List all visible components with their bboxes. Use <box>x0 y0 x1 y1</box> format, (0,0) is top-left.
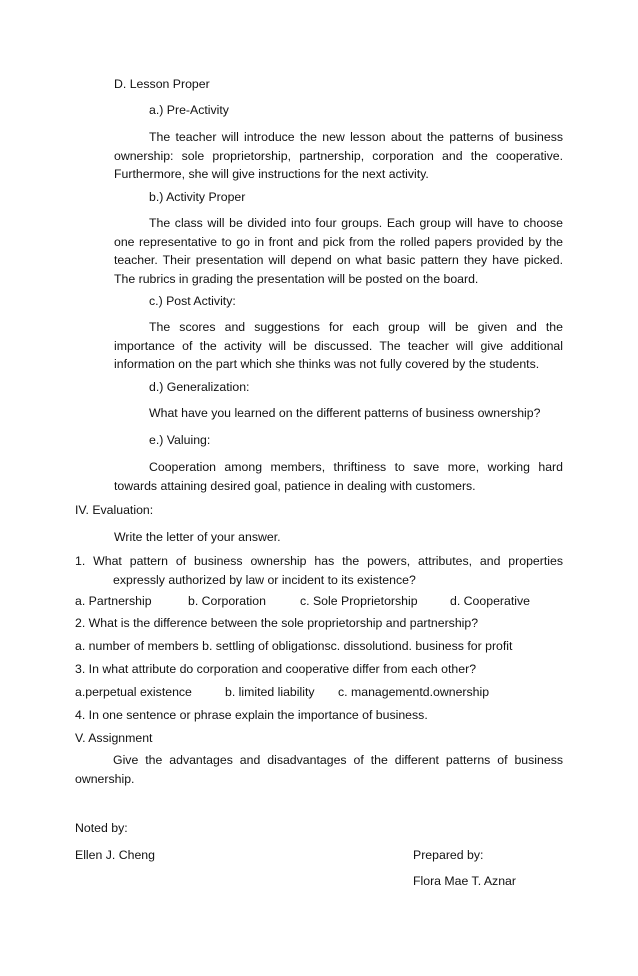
section-heading-evaluation: IV. Evaluation: <box>75 503 154 517</box>
q1-option-b: b. Corporation <box>188 594 266 608</box>
evaluation-instruction: Write the letter of your answer. <box>114 530 281 544</box>
q1-option-c: c. Sole Proprietorship <box>300 594 418 608</box>
section-heading-assignment: V. Assignment <box>75 731 153 745</box>
post-activity-label: c.) Post Activity: <box>149 294 236 308</box>
q3-option-b: b. limited liability <box>225 685 315 699</box>
generalization-label: d.) Generalization: <box>149 380 250 394</box>
activity-proper-text: The class will be divided into four groups. Each group will have to choose one representative to go in front and pick from the rolled papers provided by the teacher. Their presentation will depend on what basic pattern they have picked. The rubrics in grading the presentation will be posted on the board. <box>114 216 563 286</box>
noted-by-name: Ellen J. Cheng <box>75 848 155 862</box>
question-2: 2. What is the difference between the sole proprietorship and partnership? <box>75 616 479 630</box>
valuing-label: e.) Valuing: <box>149 433 211 447</box>
q2-options: a. number of members b. settling of obligationsc. dissolutiond. business for profit <box>75 639 513 653</box>
q3-option-cd: c. managementd.ownership <box>338 685 490 699</box>
generalization-text: What have you learned on the different patterns of business ownership? <box>149 406 541 420</box>
q3-option-a: a.perpetual existence <box>75 685 192 699</box>
prepared-by-label: Prepared by: <box>413 848 484 862</box>
valuing-text: Cooperation among members, thriftiness to save more, working hard towards attaining desired goal, patience in dealing with customers. <box>114 460 563 493</box>
pre-activity-label: a.) Pre-Activity <box>149 103 229 117</box>
question-1 <box>75 552 563 589</box>
question-3: 3. In what attribute do corporation and cooperative differ from each other? <box>75 662 477 676</box>
section-heading-lesson-proper: D. Lesson Proper <box>114 77 210 91</box>
question-1-text: 1. What pattern of business ownership has the powers, attributes, and properties expressly authorized by law or incident to its existence? <box>75 554 563 587</box>
pre-activity-text: The teacher will introduce the new lesson about the patterns of business ownership: sole proprietorship, partnership, corporation and the cooperative. Furthermore, she will give instructions for the next activity. <box>114 130 563 181</box>
question-4: 4. In one sentence or phrase explain the importance of business. <box>75 708 428 722</box>
prepared-by-name: Flora Mae T. Aznar <box>413 874 516 888</box>
q1-option-d: d. Cooperative <box>450 594 530 608</box>
activity-proper-label: b.) Activity Proper <box>149 190 246 204</box>
post-activity-text: The scores and suggestions for each group will be given and the importance of the activity will be discussed. The teacher will give additional information on the part which she thinks was not fully covered by the students. <box>114 320 563 371</box>
q1-option-a: a. Partnership <box>75 594 152 608</box>
noted-by-label: Noted by: <box>75 821 128 835</box>
assignment-text: Give the advantages and disadvantages of the different patterns of business ownership. <box>75 753 563 786</box>
